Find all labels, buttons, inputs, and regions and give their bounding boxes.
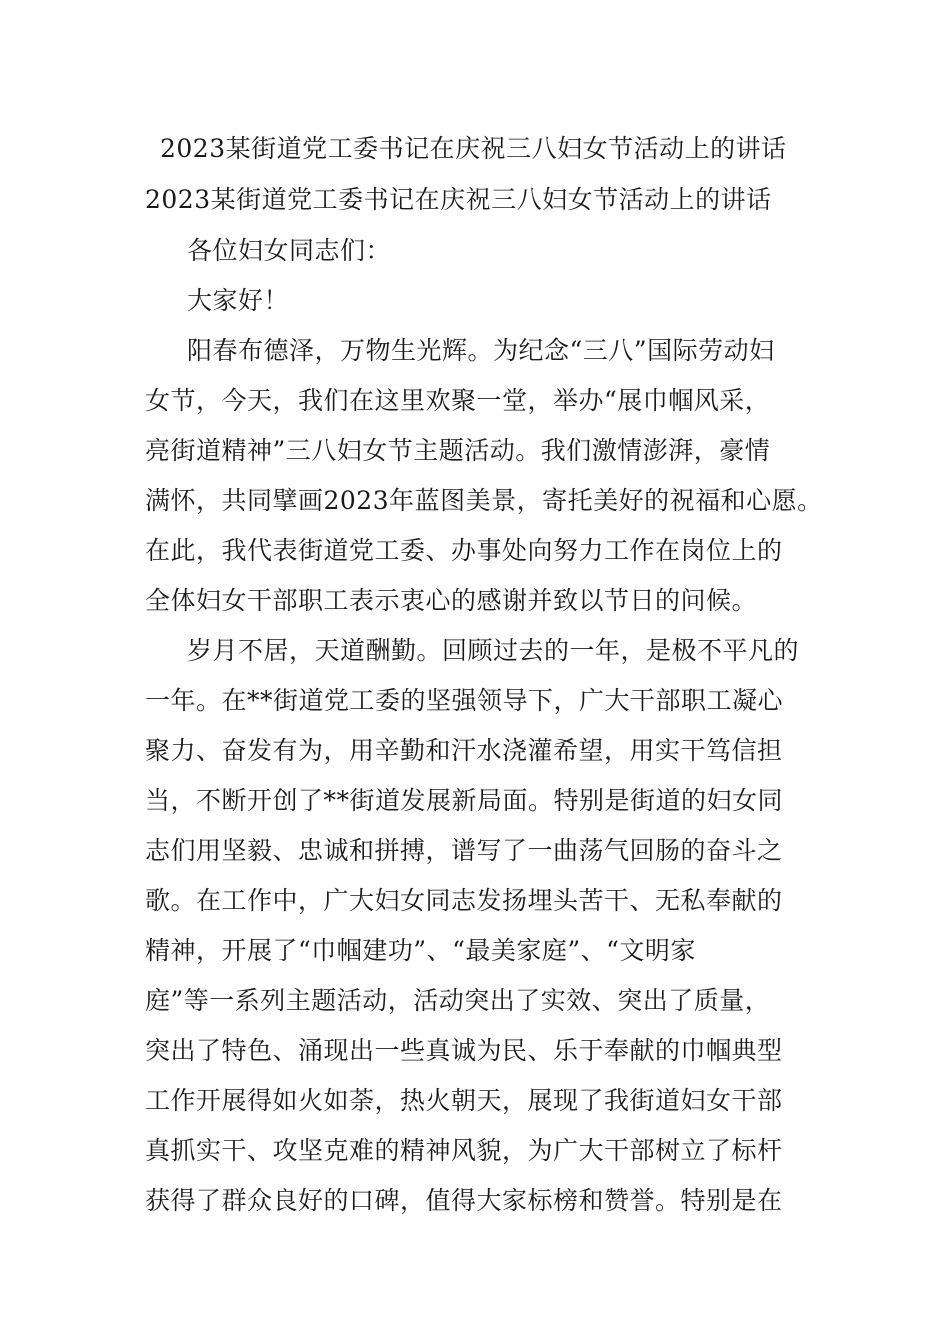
paragraph-1-line: 阳春布德泽，万物生光辉。为纪念“三八”国际劳动妇 — [187, 336, 775, 365]
paragraph-1-line: 满怀，共同擘画2023年蓝图美景，寄托美好的祝福和心愿。 — [145, 486, 823, 515]
paragraph-2-line: 获得了群众良好的口碑，值得大家标榜和赞誉。特别是在 — [145, 1186, 783, 1215]
salutation: 各位妇女同志们： — [187, 236, 392, 265]
paragraph-2-line: 歌。在工作中，广大妇女同志发扬埋头苦干、无私奉献的 — [145, 886, 783, 915]
paragraph-1-line: 在此，我代表街道党工委、办事处向努力工作在岗位上的 — [145, 536, 783, 565]
document-title: 2023某街道党工委书记在庆祝三八妇女节活动上的讲话 — [160, 134, 787, 163]
paragraph-2-line: 当，不断开创了**街道发展新局面。特别是街道的妇女同 — [145, 786, 784, 815]
paragraph-1-line: 亮街道精神”三八妇女节主题活动。我们激情澎湃，豪情 — [145, 436, 771, 465]
paragraph-2-line: 突出了特色、涌现出一些真诚为民、乐于奉献的巾帼典型 — [145, 1036, 783, 1065]
paragraph-2-line: 工作开展得如火如荼，热火朝天，展现了我街道妇女干部 — [145, 1086, 783, 1115]
paragraph-2-line: 聚力、奋发有为，用辛勤和汗水浇灌希望，用实干笃信担 — [145, 736, 783, 765]
paragraph-1-line: 全体妇女干部职工表示衷心的感谢并致以节日的问候。 — [145, 586, 758, 615]
paragraph-2-line: 岁月不居，天道酬勤。回顾过去的一年，是极不平凡的 — [187, 636, 800, 665]
paragraph-2-line: 精神，开展了“巾帼建功”、“最美家庭”、“文明家 — [145, 936, 696, 965]
paragraph-2-line: 志们用坚毅、忠诚和拼搏，谱写了一曲荡气回肠的奋斗之 — [145, 836, 783, 865]
paragraph-2-line: 真抓实干、攻坚克难的精神风貌，为广大干部树立了标杆 — [145, 1136, 783, 1165]
greeting: 大家好！ — [187, 286, 290, 315]
paragraph-2-line: 一年。在**街道党工委的坚强领导下，广大干部职工凝心 — [145, 686, 784, 715]
document-title-repeat: 2023某街道党工委书记在庆祝三八妇女节活动上的讲话 — [145, 185, 772, 214]
paragraph-2-line: 庭”等一系列主题活动，活动突出了实效、突出了质量， — [145, 986, 771, 1015]
paragraph-1-line: 女节，今天，我们在这里欢聚一堂，举办“展巾帼风采， — [145, 386, 771, 415]
